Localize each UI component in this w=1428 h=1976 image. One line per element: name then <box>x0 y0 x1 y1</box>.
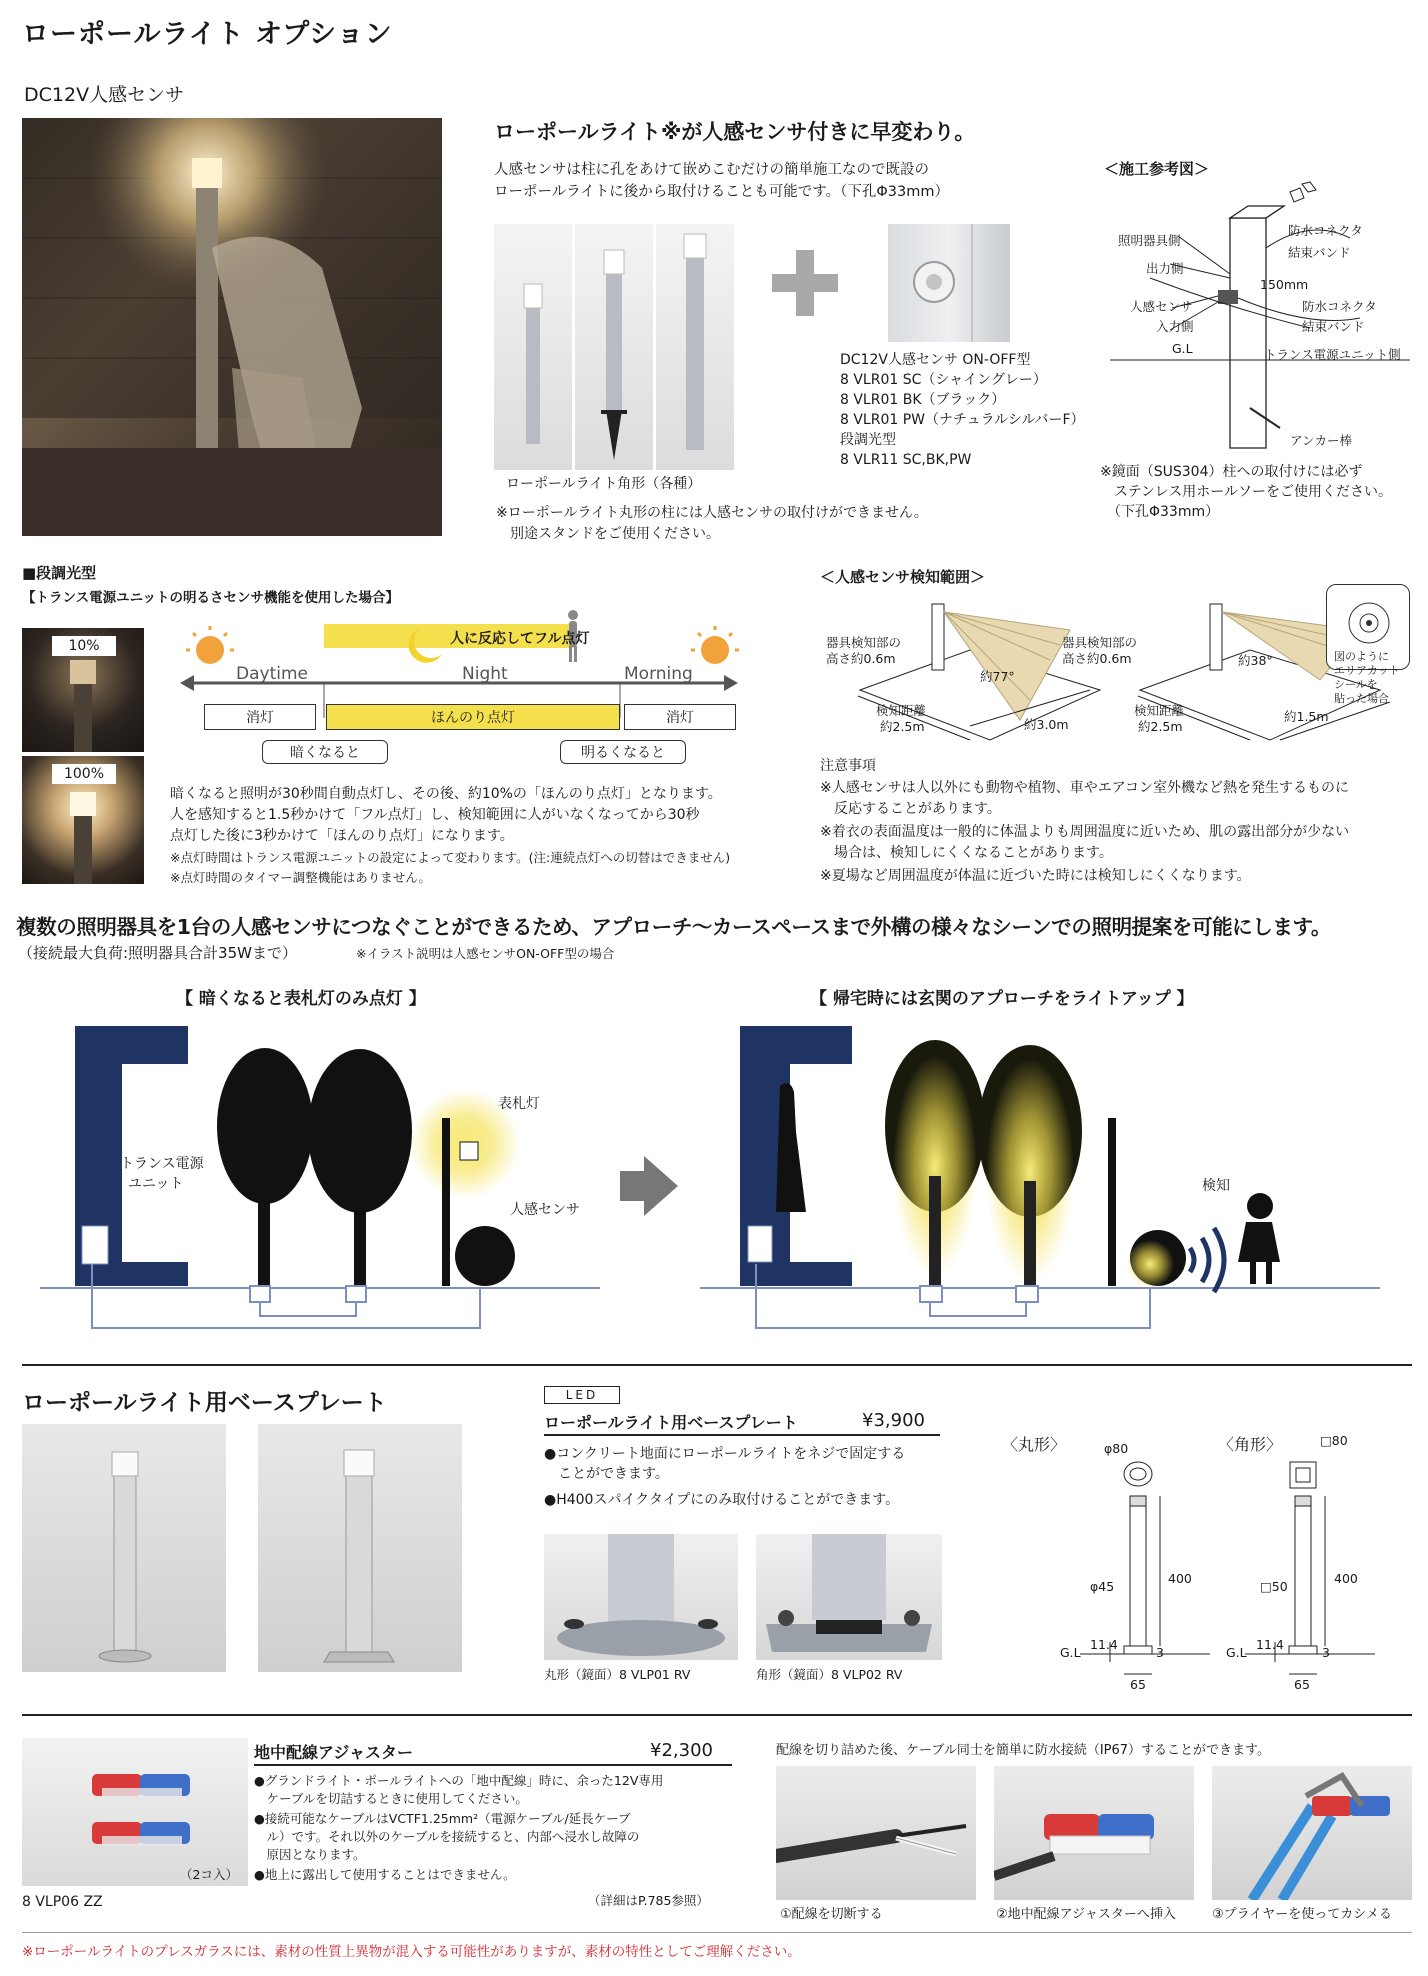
range-right-height-2: 高さ約0.6m <box>1062 651 1132 666</box>
dim-round-title: 〈丸形〉 <box>1002 1435 1067 1454</box>
scene-label-detect: 検知 <box>1202 1178 1230 1194</box>
page-title: ローポールライト オプション <box>22 19 393 50</box>
sensor-heading: DC12V人感センサ <box>24 84 185 106</box>
low-pole-light-tall-photo <box>656 224 734 470</box>
range-right-angle: 約38° <box>1238 653 1273 668</box>
step-2-caption: ②地中配線アジャスターへ挿入 <box>996 1907 1176 1922</box>
adjuster-step-intro: 配線を切り詰めた後、ケーブル同士を簡単に防水接続（IP67）することができます。 <box>776 1743 1271 1758</box>
range-left-dist-label: 検知距離 <box>876 703 927 718</box>
sensor-intro-line-2: ローポールライトに後から取付けることも可能です。（下孔Φ33mm） <box>494 184 949 200</box>
range-left-angle: 約77° <box>980 669 1015 684</box>
adjuster-bullet-1: ●グランドライト・ポールライトへの「地中配線」時に、余った12V専用 <box>254 1773 664 1788</box>
scene-label-transformer-1: トランス電源 <box>120 1156 204 1172</box>
baseplate-caption-square: 角形（鏡面）8 VLP02 RV <box>756 1667 903 1682</box>
adjuster-photo <box>22 1738 248 1886</box>
install-label-150mm: 150mm <box>1260 277 1309 292</box>
adjuster-price: ¥2,300 <box>650 1740 713 1761</box>
adjuster-bullet-5: 原因となります。 <box>254 1847 366 1862</box>
dimming-body-4: ※点灯時間はトランス電源ユニットの設定によって変わります。(注:連続点灯への切替はできません) <box>170 850 731 865</box>
phase-night: Night <box>462 664 508 684</box>
sensor-photo <box>888 224 1010 342</box>
state-off-2: 消灯 <box>624 704 736 730</box>
install-label-gl: G.L <box>1172 341 1193 356</box>
install-label-output: 出力側 <box>1146 261 1184 276</box>
scene-label-transformer-2: ユニット <box>128 1176 184 1192</box>
step-2-photo <box>994 1766 1194 1900</box>
dim-square-title: 〈角形〉 <box>1218 1435 1283 1454</box>
adjuster-name: 地中配線アジャスター <box>254 1743 414 1762</box>
model-line-2: 8 VLR01 SC（シャイングレー） <box>840 372 1047 388</box>
sun-icon-left <box>186 626 234 664</box>
phase-daytime: Daytime <box>236 664 308 684</box>
dimming-badge-10: 10% <box>52 636 116 656</box>
adjuster-pieces: （2コ入） <box>180 1867 238 1882</box>
range-left-width: 約3.0m <box>1024 717 1069 732</box>
dim-square-top: □80 <box>1320 1433 1348 1448</box>
dim-round-pole: φ45 <box>1090 1579 1115 1594</box>
install-label-fixture-side: 照明器具側 <box>1118 233 1181 248</box>
light-note-2: 別途スタンドをご使用ください。 <box>496 526 720 542</box>
dim-round-h: 400 <box>1168 1571 1192 1586</box>
install-note-3: （下孔Φ33mm） <box>1100 504 1220 520</box>
dim-round-base: 11.4 <box>1090 1637 1118 1652</box>
scene-sub-note: ※イラスト説明は人感センサON-OFF型の場合 <box>356 946 615 961</box>
light-caption: ローポールライト角形（各種） <box>506 476 702 492</box>
phase-morning: Morning <box>624 664 693 684</box>
range-left-height-1: 器具検知部の <box>826 635 902 650</box>
baseplate-round-closeup <box>544 1534 738 1660</box>
baseplate-underline <box>544 1434 940 1436</box>
range-left-height-2: 高さ約0.6m <box>826 651 896 666</box>
trigger-bright: 明るくなると <box>560 740 686 764</box>
led-badge: LED <box>544 1386 620 1404</box>
light-note-1: ※ローポールライト丸形の柱には人感センサの取付けができません。 <box>496 505 928 521</box>
dim-round-top: φ80 <box>1104 1441 1129 1456</box>
dimming-body-2: 人を感知すると1.5秒かけて「フル点灯」し、検知範囲に人がいなくなってから30秒 <box>170 807 700 823</box>
install-label-input: 入力側 <box>1156 319 1194 334</box>
scene-label-sensor: 人感センサ <box>510 1202 580 1218</box>
model-line-1: DC12V人感センサ ON-OFF型 <box>840 352 1031 368</box>
divider-2 <box>22 1714 1412 1716</box>
install-label-connector-2: 防水コネクタ <box>1302 299 1377 314</box>
dim-round-w: 65 <box>1130 1677 1146 1692</box>
scene-right-title: 【 帰宅時には玄関のアプローチをライトアップ 】 <box>810 989 1194 1009</box>
state-dim: ほんのり点灯 <box>326 704 620 730</box>
step-3-caption: ③プライヤーを使ってカシメる <box>1212 1907 1392 1922</box>
divider-3 <box>22 1932 1412 1933</box>
scene-illustration <box>40 1016 1380 1346</box>
caution-title: 注意事項 <box>820 758 876 774</box>
scene-arrow-icon <box>620 1156 678 1216</box>
sun-icon-right <box>691 626 739 664</box>
range-right-width: 約1.5m <box>1284 709 1329 724</box>
dim-square-h: 400 <box>1334 1571 1358 1586</box>
baseplate-square-photo <box>258 1424 462 1672</box>
baseplate-caption-round: 丸形（鏡面）8 VLP01 RV <box>544 1667 691 1682</box>
footer-note: ※ローポールライトのプレスガラスには、素材の性質上異物が混入する可能性がありますが、素材の特性としてご理解ください。 <box>22 1944 801 1960</box>
caution-2: 反応することがあります。 <box>820 801 1001 817</box>
baseplate-round-photo <box>22 1424 226 1672</box>
step-1-caption: ①配線を切断する <box>780 1907 883 1922</box>
dim-square-gl: G.L <box>1226 1645 1247 1660</box>
model-line-4: 8 VLR01 PW（ナチュラルシルバーF） <box>840 412 1085 428</box>
step-3-photo <box>1212 1766 1412 1900</box>
baseplate-heading: ローポールライト用ベースプレート <box>22 1390 387 1416</box>
low-pole-light-short-photo <box>494 224 572 470</box>
dim-square-w: 65 <box>1294 1677 1310 1692</box>
dim-square-base: 11.4 <box>1256 1637 1284 1652</box>
dim-round-gl: G.L <box>1060 1645 1081 1660</box>
dim-square-gap: 3 <box>1322 1645 1330 1660</box>
dimming-heading: ■段調光型 <box>22 564 97 582</box>
install-label-sensor: 人感センサ <box>1130 299 1193 314</box>
state-off-1: 消灯 <box>204 704 316 730</box>
dimming-body-3: 点灯した後に3秒かけて「ほんのり点灯」になります。 <box>170 828 514 844</box>
adjuster-bullet-2: ケーブルを切詰するときに使用してください。 <box>254 1791 528 1806</box>
baseplate-bullet-2: ことができます。 <box>544 1466 669 1482</box>
adjuster-underline <box>254 1764 732 1766</box>
seal-note-3: シールを <box>1334 678 1378 691</box>
install-note-2: ステンレス用ホールソーをご使用ください。 <box>1100 484 1392 500</box>
model-line-5: 段調光型 <box>840 432 896 448</box>
baseplate-bullet-3: ●H400スパイクタイプにのみ取付けることができます。 <box>544 1492 900 1508</box>
install-label-transformer-side: トランス電源ユニット側 <box>1264 347 1401 362</box>
caution-4: 場合は、検知しにくくなることがあります。 <box>820 845 1113 861</box>
sensor-headline: ローポールライト※が人感センサ付きに早変わり。 <box>494 120 976 144</box>
adjuster-bullet-6: ●地上に露出して使用することはできません。 <box>254 1867 516 1882</box>
install-label-anchor: アンカー棒 <box>1290 433 1353 448</box>
seal-note-2: エリアカット <box>1334 664 1400 677</box>
baseplate-bullet-1: ●コンクリート地面にローポールライトをネジで固定する <box>544 1446 906 1462</box>
sensor-intro-line-1: 人感センサは柱に孔をあけて嵌めこむだけの簡単施工なので既設の <box>494 162 929 178</box>
sensor-hero-photo <box>22 118 442 536</box>
caution-5: ※夏場など周囲温度が体温に近づいた時には検知しにくくなります。 <box>820 868 1251 884</box>
low-pole-light-spike-photo <box>575 224 653 470</box>
step-1-photo <box>776 1766 976 1900</box>
range-right-height-1: 器具検知部の <box>1062 635 1138 650</box>
baseplate-price: ¥3,900 <box>862 1410 925 1431</box>
model-line-3: 8 VLR01 BK（ブラック） <box>840 392 1006 408</box>
seal-note-4: 貼った場合 <box>1334 692 1389 705</box>
range-right-dist: 約2.5m <box>1138 719 1183 734</box>
dim-round-gap: 3 <box>1156 1645 1164 1660</box>
adjuster-bullet-3: ●接続可能なケーブルはVCTF1.25mm²（電源ケーブル/延長ケーブ <box>254 1811 631 1826</box>
scene-label-nameplate: 表札灯 <box>498 1096 540 1112</box>
baseplate-square-closeup <box>756 1534 942 1660</box>
range-title: ＜人感センサ検知範囲＞ <box>820 568 986 586</box>
baseplate-product: ローポールライト用ベースプレート <box>544 1413 798 1432</box>
dimming-badge-100: 100% <box>52 764 116 784</box>
dimming-banner: 人に反応してフル点灯 <box>450 631 590 647</box>
dimming-body-1: 暗くなると照明が30秒間自動点灯し、その後、約10%の「ほんのり点灯」となります。 <box>170 786 722 802</box>
install-title: ＜施工参考図＞ <box>1104 160 1210 178</box>
install-diagram <box>1110 178 1410 458</box>
seal-note-1: 図のように <box>1334 650 1389 663</box>
dimming-sub: 【トランス電源ユニットの明るさセンサ機能を使用した場合】 <box>22 590 400 606</box>
install-label-band-2: 結束バンド <box>1302 319 1365 334</box>
dim-square-pole: □50 <box>1260 1579 1288 1594</box>
scene-headline: 複数の照明器具を1台の人感センサにつなぐことができるため、アプローチ～カースペースまで外構の様々なシーンでの照明提案を可能にします。 <box>16 915 1332 939</box>
install-label-band-1: 結束バンド <box>1288 245 1351 260</box>
dimming-body-5: ※点灯時間のタイマー調整機能はありません。 <box>170 870 431 885</box>
scene-left-title: 【 暗くなると表札灯のみ点灯 】 <box>176 989 426 1009</box>
adjuster-bullet-4: ル）です。それ以外のケーブルを接続すると、内部へ浸水し故障の <box>254 1829 640 1844</box>
divider-1 <box>22 1364 1412 1366</box>
scene-sub: （接続最大負荷:照明器具合計35Wまで） <box>18 944 297 962</box>
install-note-1: ※鏡面（SUS304）柱への取付けには必ず <box>1100 464 1363 480</box>
adjuster-ref: （詳細はP.785参照） <box>588 1893 709 1908</box>
caution-3: ※着衣の表面温度は一般的に体温よりも周囲温度に近いため、肌の露出部分が少ない <box>820 824 1350 840</box>
caution-1: ※人感センサは人以外にも動物や植物、車やエアコン室外機など熱を発生するものに <box>820 780 1350 796</box>
range-left-dist: 約2.5m <box>880 719 925 734</box>
trigger-dark: 暗くなると <box>262 740 388 764</box>
adjuster-model: 8 VLP06 ZZ <box>22 1894 103 1910</box>
range-right-dist-label: 検知距離 <box>1134 703 1185 718</box>
install-label-connector-1: 防水コネクタ <box>1288 223 1363 238</box>
plus-icon <box>772 250 838 316</box>
model-line-6: 8 VLR11 SC,BK,PW <box>840 452 972 468</box>
